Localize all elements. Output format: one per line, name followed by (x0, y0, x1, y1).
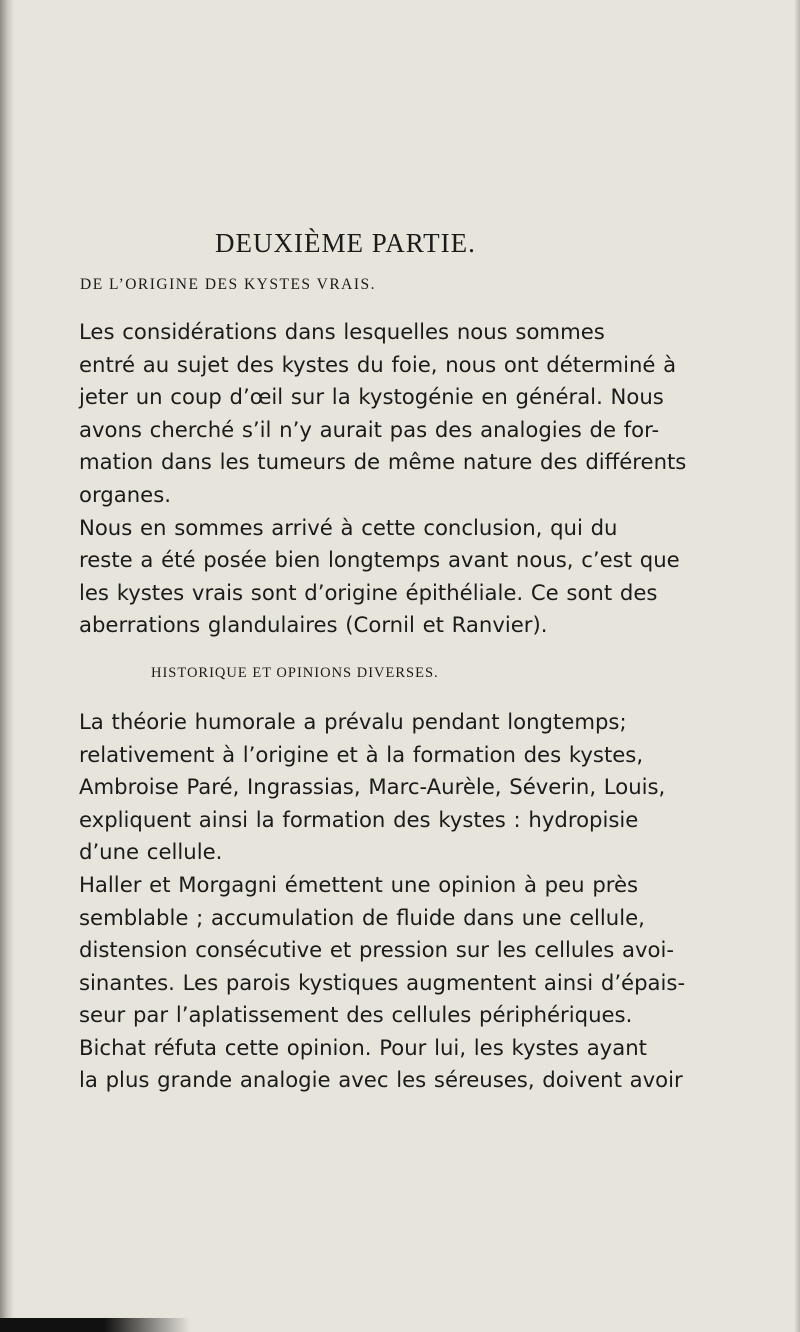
text-line: aberrations glandulaires (Cornil et Ranvier). (79, 612, 548, 638)
text-line: relativement à l’origine et à la formation des kystes, (79, 741, 644, 767)
page-text (58, 226, 778, 1097)
text-line: avons cherché s’il n’y aurait pas des analogies de for- (79, 416, 660, 442)
text-line: mation dans les tumeurs de même nature des différents (79, 449, 687, 475)
text-line: Ambroise Paré, Ingrassias, Marc-Aurèle, Séverin, Louis, (79, 774, 666, 800)
text-line: Nous en sommes arrivé à cette conclusion, qui du (79, 514, 618, 540)
text-line: Les considérations dans lesquelles nous sommes (79, 319, 605, 344)
paragraph-2 (58, 512, 778, 642)
text-line: organes. (79, 481, 171, 507)
paragraph-4 (58, 869, 778, 1032)
text-line: semblable ; accumulation de fluide dans une cellule, (79, 904, 645, 930)
text-line: seur par l’aplatissement des cellules périphériques. (79, 1002, 633, 1028)
paragraph-5 (58, 1032, 778, 1097)
text-line: Bichat réfuta cette opinion. Pour lui, les kystes ayant (79, 1034, 647, 1060)
text-line: distension consécutive et pression sur les cellules avoi- (79, 937, 674, 963)
text-line: Haller et Morgagni émettent une opinion à peu près (79, 871, 639, 897)
text-line: la plus grande analogie avec les séreuses, doivent avoir (79, 1067, 683, 1093)
page-edge-shadow-left (0, 0, 14, 1332)
text-line: jeter un coup d’œil sur la kystogénie en général. Nous (79, 384, 664, 410)
page-bottom-shadow (0, 1318, 190, 1332)
section-subtitle: DE L’ORIGINE DES KYSTES VRAIS. (80, 276, 377, 293)
text-line: d’une cellule. (79, 839, 223, 865)
part-title: DEUXIÈME PARTIE. (215, 228, 476, 258)
text-line: reste a été posée bien longtemps avant nous, c’est que (79, 547, 680, 573)
paragraph-3 (58, 706, 778, 869)
text-line: les kystes vrais sont d’origine épithéliale. Ce sont des (79, 579, 658, 605)
text-line: La théorie humorale a prévalu pendant longtemps; (79, 708, 627, 734)
page-edge-shadow-right (794, 0, 800, 1332)
text-line: sinantes. Les parois kystiques augmentent ainsi d’épais- (79, 969, 686, 995)
paragraph-1 (58, 316, 778, 512)
text-line: expliquent ainsi la formation des kystes : hydropisie (79, 806, 639, 832)
section-heading: HISTORIQUE ET OPINIONS DIVERSES. (151, 664, 439, 681)
text-line: entré au sujet des kystes du foie, nous ont déterminé à (79, 351, 677, 377)
